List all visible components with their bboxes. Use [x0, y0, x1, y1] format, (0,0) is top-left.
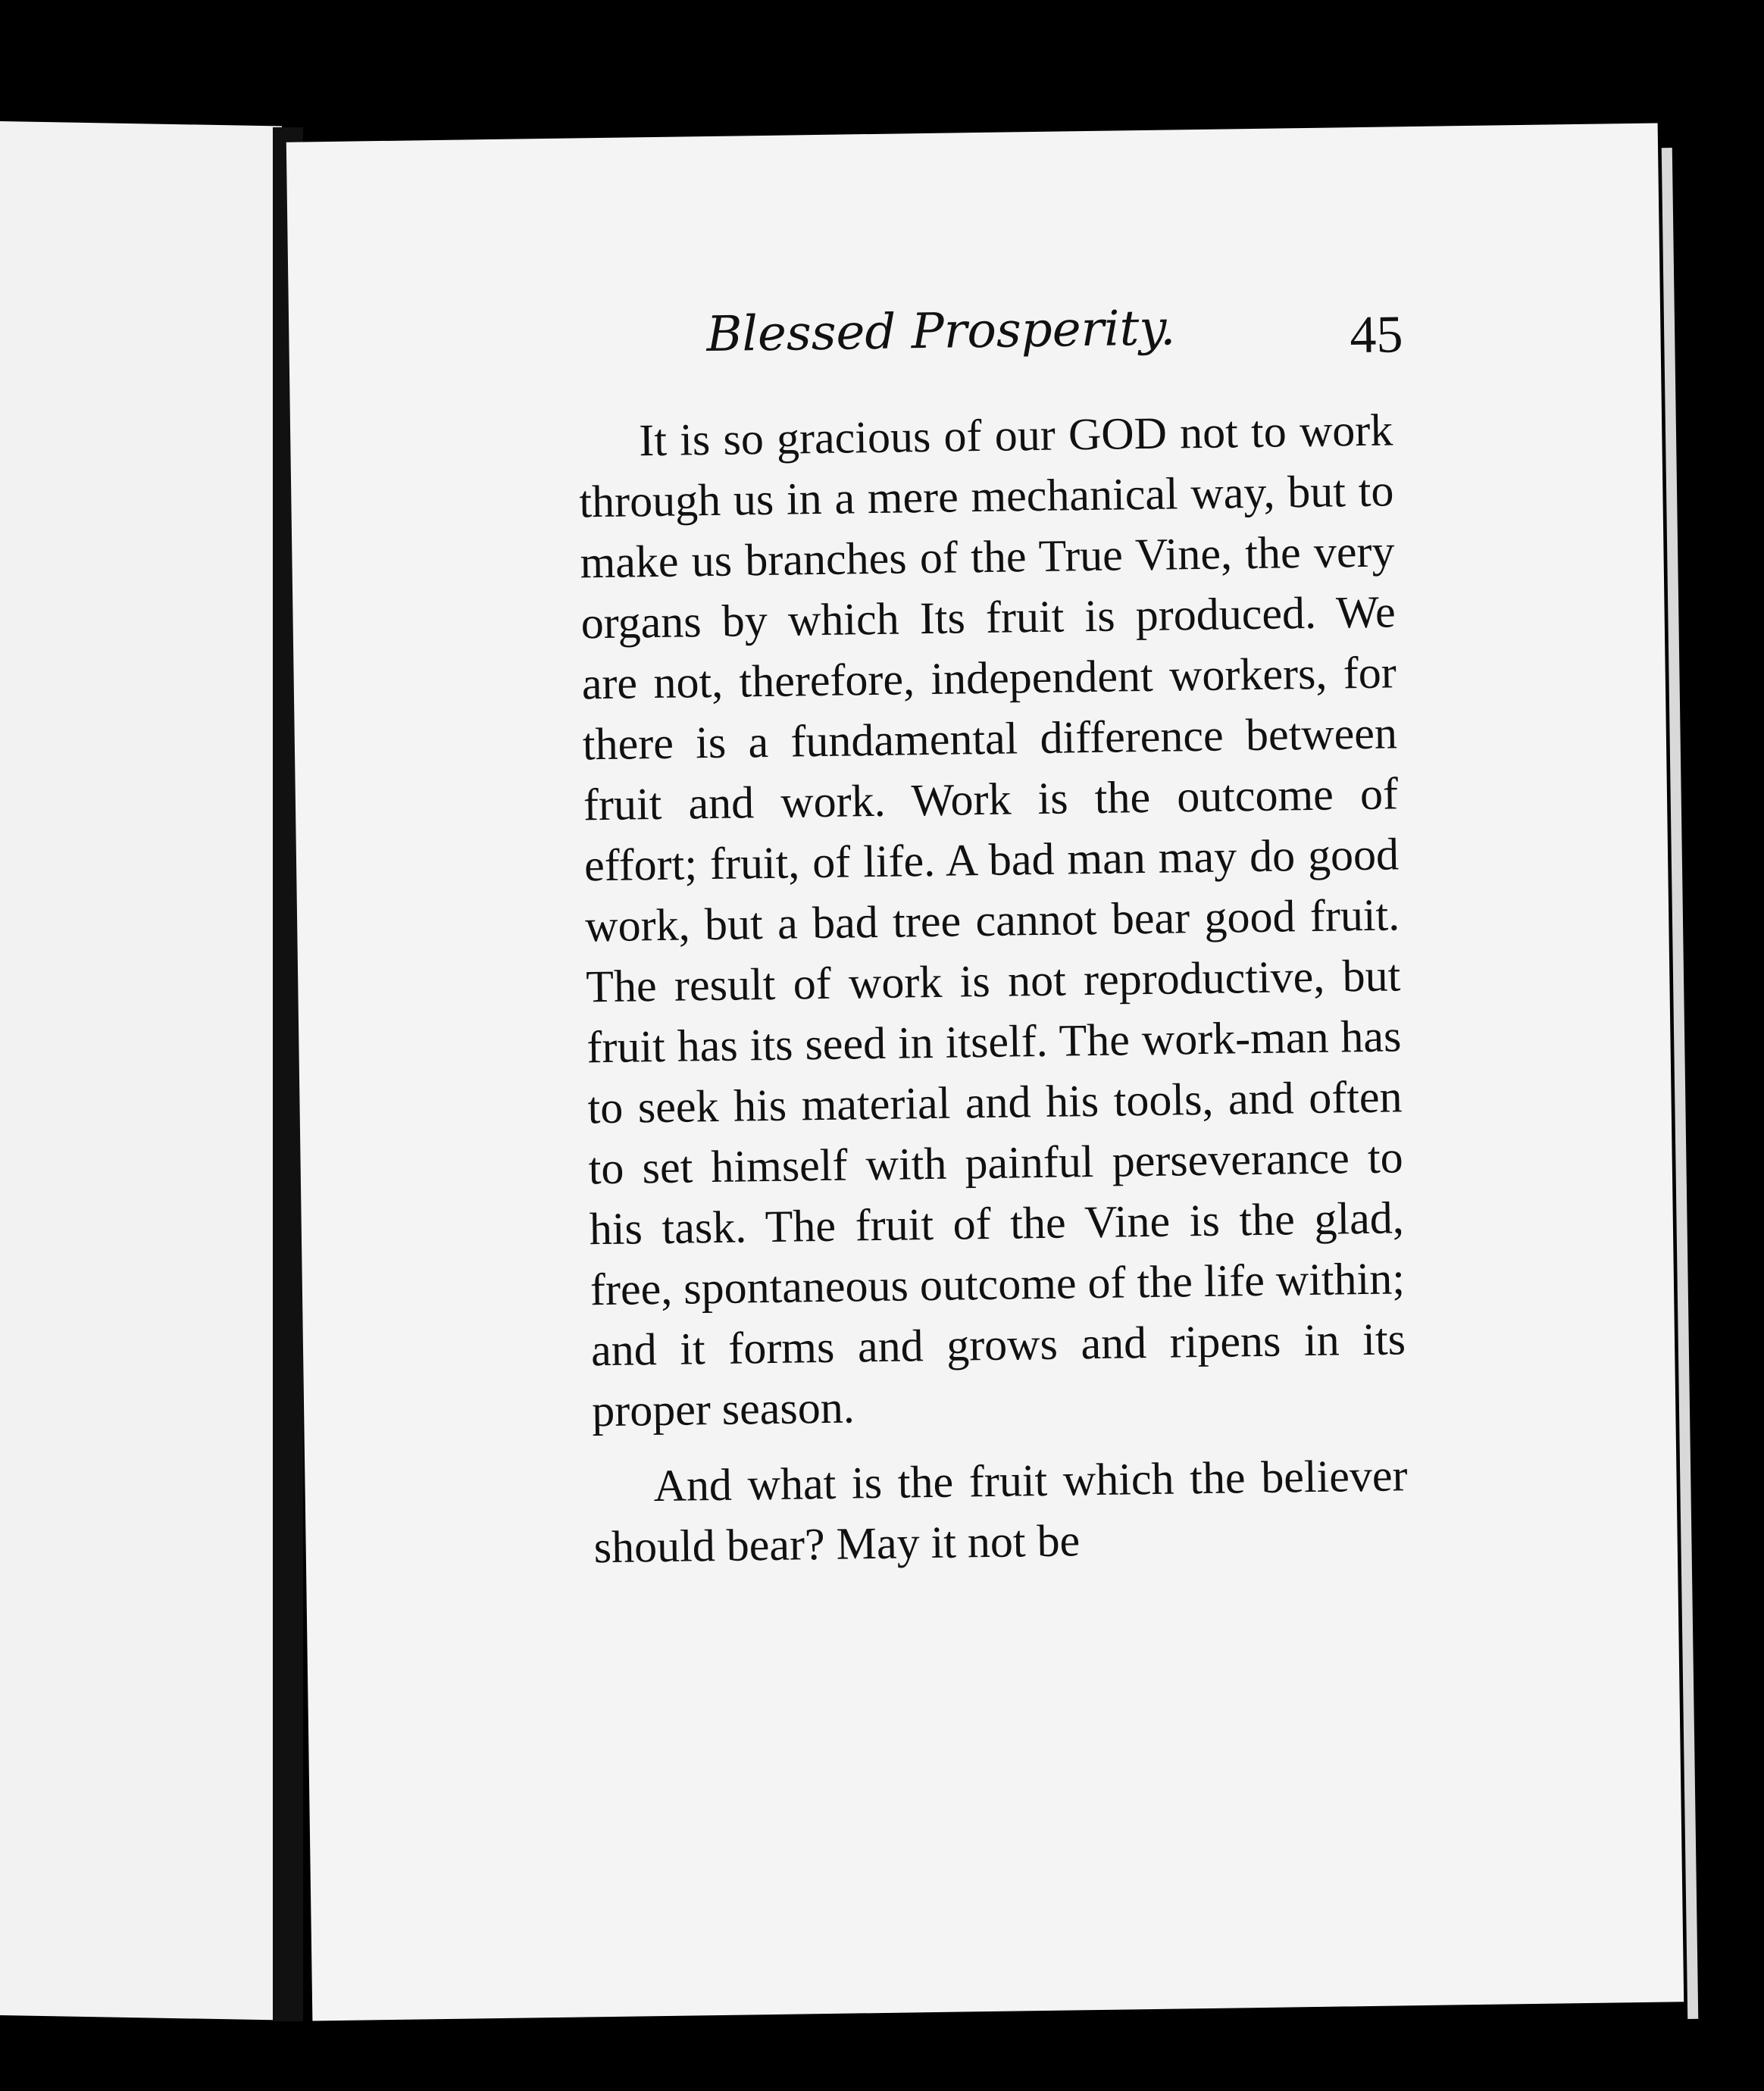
page-content — [286, 123, 1684, 2021]
running-title: Blessed Prosperity. — [705, 300, 1176, 364]
page-number: 45 — [1349, 305, 1404, 365]
page-header — [289, 297, 1404, 404]
left-page — [0, 121, 282, 2020]
paragraph: And what is the fruit which the believer should bear? May it not be — [593, 1450, 1408, 1573]
body-text — [578, 399, 1409, 1592]
right-page — [286, 123, 1684, 2021]
paragraph: It is so gracious of our GOD not to work through us in a mere mechanical way, but to make us branches of the True Vine, the very organs by which Its fruit is produced. We are not, therefore, independent workers, for there is a fundamental difference between fruit and work. Work is the outcome of effort; fruit, of life. A bad man may do good work, but a bad tree cannot bear good fruit. The result of work is not reproductive, but fruit has its seed in itself. The work-man has to seek his material and his tools, and often to set himself with painful perseverance to his task. The fruit of the Vine is the glad, free, spontaneous outcome of the life within; and it forms and grows and ripens in its proper season. — [578, 405, 1406, 1436]
